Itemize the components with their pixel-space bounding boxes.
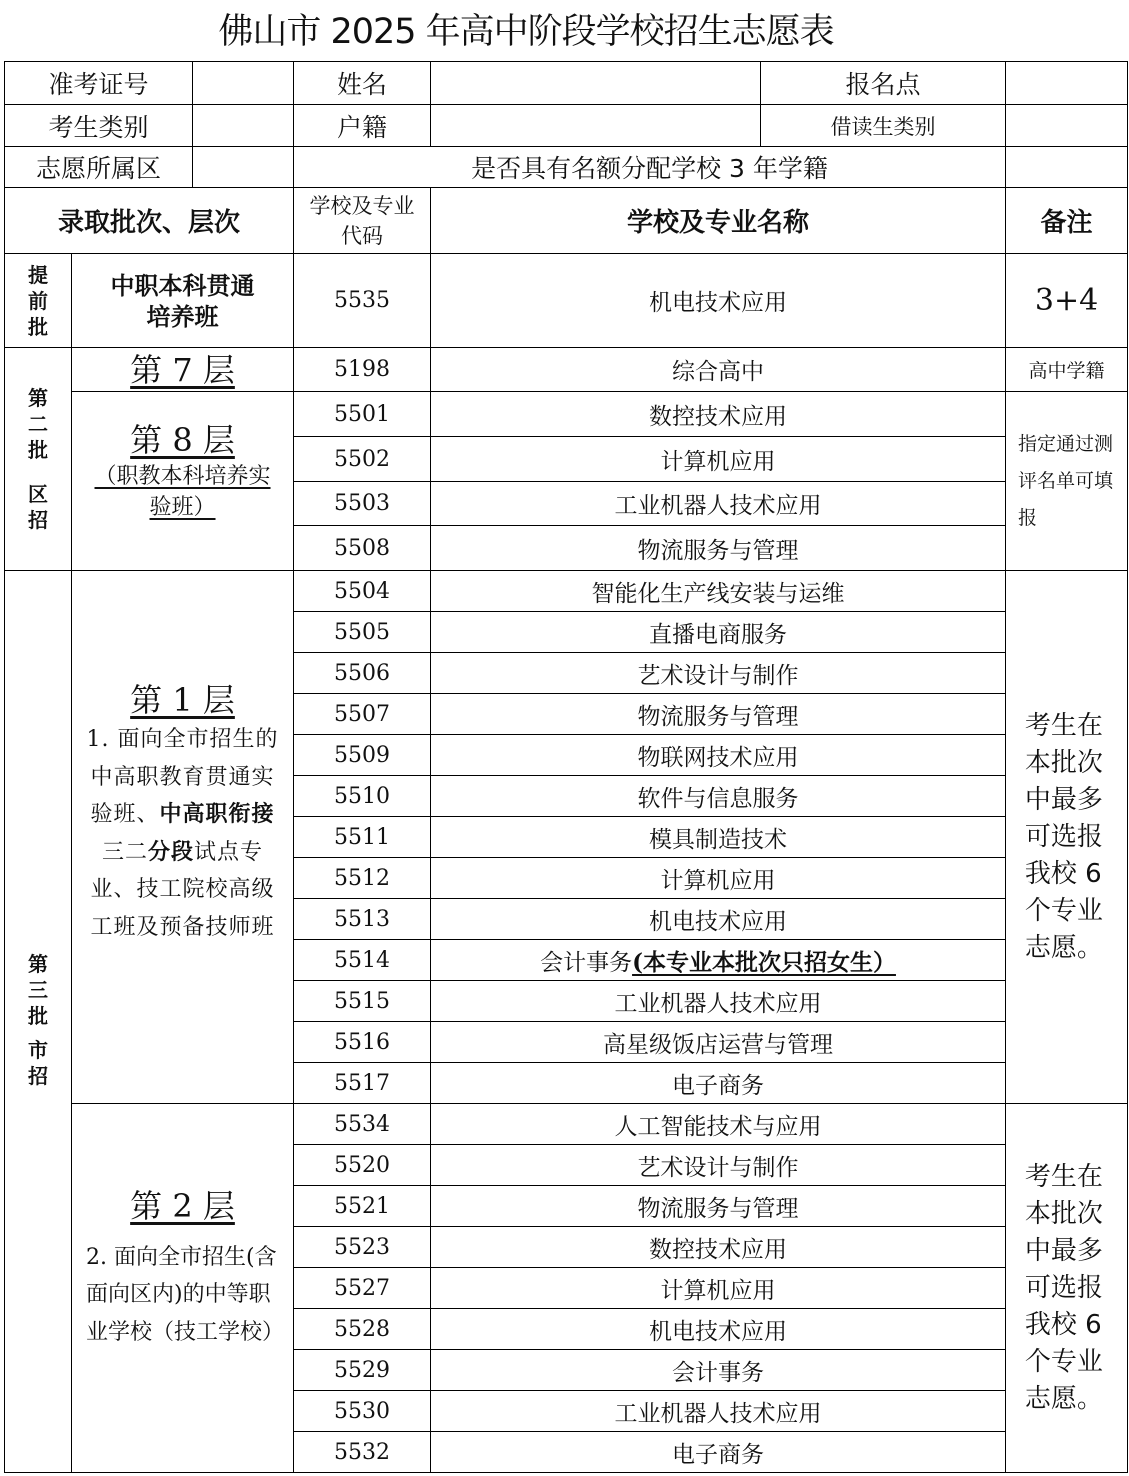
program-code: 5529 (294, 1350, 431, 1391)
layer-7-cell (72, 348, 294, 392)
program-name (431, 940, 1006, 981)
layer-8-cell (72, 392, 294, 571)
advance-batch-level (72, 254, 294, 348)
program-name: 工业机器人技术应用 (431, 1391, 1006, 1432)
advance-batch-level-text: 中职本科贯通培养班 (110, 270, 255, 331)
table-row (5, 392, 1128, 437)
registration-point-label: 报名点 (761, 62, 1006, 105)
program-code: 5515 (294, 981, 431, 1022)
program-code: 5532 (294, 1432, 431, 1473)
header-code: 学校及专业代码 (294, 188, 431, 254)
third-batch-label-top: 第三批 (28, 952, 48, 1028)
program-code: 5516 (294, 1022, 431, 1063)
header-batch-level: 录取批次、层次 (5, 188, 294, 254)
layer-1-note-text: 考生在本批次中最多可选报我校 6 个专业志愿。 (1024, 710, 1103, 963)
program-code: 5501 (294, 392, 431, 437)
layer-2-note (1006, 1104, 1128, 1473)
layer-1-desc-bold: 分段 (148, 838, 195, 865)
student-category-field[interactable] (193, 105, 294, 147)
program-name: 综合高中 (431, 348, 1006, 392)
program-name: 机电技术应用 (431, 899, 1006, 940)
second-batch-label (5, 348, 72, 571)
layer-8-note-text: 指定通过测评名单可填报 (1018, 432, 1114, 529)
table-row (5, 254, 1128, 348)
layer-1-description (72, 721, 293, 946)
layer-2-title: 第 2 层 (130, 1186, 235, 1225)
advance-batch-label (5, 254, 72, 348)
third-batch-label (5, 571, 72, 1473)
program-code: 5503 (294, 482, 431, 526)
program-name: 艺术设计与制作 (431, 1145, 1006, 1186)
program-code: 5521 (294, 1186, 431, 1227)
layer-2-note-text: 考生在本批次中最多可选报我校 6 个专业志愿。 (1024, 1161, 1103, 1414)
program-name: 数控技术应用 (431, 1227, 1006, 1268)
program-name: 物流服务与管理 (431, 1186, 1006, 1227)
program-code: 5523 (294, 1227, 431, 1268)
program-code: 5510 (294, 776, 431, 817)
student-category-label: 考生类别 (5, 105, 193, 147)
program-code: 5504 (294, 571, 431, 612)
program-name: 物联网技术应用 (431, 735, 1006, 776)
layer-1-desc-bold: 中高职衔接 (159, 801, 275, 827)
layer-1-title: 第 1 层 (130, 681, 235, 719)
program-name: 物流服务与管理 (431, 694, 1006, 735)
third-batch-label-bottom: 市招 (28, 1038, 48, 1088)
program-name: 计算机应用 (431, 437, 1006, 482)
hukou-field[interactable] (431, 105, 761, 147)
program-name: 高星级饭店运营与管理 (431, 1022, 1006, 1063)
application-form-table (4, 61, 1128, 1473)
program-name-text: 会计事务 (540, 949, 633, 976)
program-name: 机电技术应用 (431, 1309, 1006, 1350)
program-code: 5535 (294, 254, 431, 348)
name-label: 姓名 (294, 62, 431, 105)
program-name: 物流服务与管理 (431, 526, 1006, 571)
program-code: 5502 (294, 437, 431, 482)
second-batch-label-top: 第二批 (28, 386, 48, 462)
layer-8-subtitle: （职教本科培养实验班） (94, 464, 271, 520)
layer-8-note (1006, 392, 1128, 571)
district-field[interactable] (193, 147, 294, 188)
form-title: 佛山市 2025 年高中阶段学校招生志愿表 (218, 12, 834, 52)
program-code: 5509 (294, 735, 431, 776)
program-name: 智能化生产线安装与运维 (431, 571, 1006, 612)
hukou-label: 户籍 (294, 105, 431, 147)
program-name: 软件与信息服务 (431, 776, 1006, 817)
advance-batch-label-text: 提前批 (28, 262, 48, 339)
district-label: 志愿所属区 (5, 147, 193, 188)
program-code: 5530 (294, 1391, 431, 1432)
program-name: 艺术设计与制作 (431, 653, 1006, 694)
program-code: 5511 (294, 817, 431, 858)
program-code: 5534 (294, 1104, 431, 1145)
program-code: 5513 (294, 899, 431, 940)
layer-1-desc-part: 三二 (101, 839, 148, 865)
borrowing-student-category-field[interactable] (1006, 105, 1128, 147)
program-name: 数控技术应用 (431, 392, 1006, 437)
quota-allocation-field[interactable] (1006, 147, 1128, 188)
program-name: 机电技术应用 (431, 254, 1006, 348)
table-row (5, 571, 1128, 612)
program-code: 5508 (294, 526, 431, 571)
header-note: 备注 (1006, 188, 1128, 254)
program-code: 5517 (294, 1063, 431, 1104)
second-batch-label-bottom: 区招 (28, 482, 48, 532)
borrowing-student-category-label: 借读生类别 (761, 105, 1006, 147)
exam-id-field[interactable] (193, 62, 294, 105)
program-name: 计算机应用 (431, 1268, 1006, 1309)
layer-7-title: 第 7 层 (130, 350, 235, 389)
layer-1-cell (72, 571, 294, 1104)
table-row (5, 1104, 1128, 1145)
program-name: 会计事务 (431, 1350, 1006, 1391)
program-name: 工业机器人技术应用 (431, 482, 1006, 526)
exam-id-label: 准考证号 (5, 62, 193, 105)
layer-1-desc-part: 1. 面向全市招生的中高职教育贯通实验班、 (86, 727, 279, 827)
layer-1-desc-part: 试点专业、技工院校高级工班及预备技师班 (90, 839, 275, 940)
program-name: 计算机应用 (431, 858, 1006, 899)
layer-8-title: 第 8 层 (130, 421, 235, 459)
layer-2-cell (72, 1104, 294, 1473)
program-code: 5527 (294, 1268, 431, 1309)
program-name: 工业机器人技术应用 (431, 981, 1006, 1022)
header-name: 学校及专业名称 (431, 188, 1006, 254)
program-name: 模具制造技术 (431, 817, 1006, 858)
program-name: 电子商务 (431, 1432, 1006, 1473)
program-code: 5520 (294, 1145, 431, 1186)
layer-1-note (1006, 571, 1128, 1104)
table-row (5, 348, 1128, 392)
name-field[interactable] (431, 62, 761, 105)
program-code: 5514 (294, 940, 431, 981)
program-code: 5505 (294, 612, 431, 653)
advance-batch-note: 3+4 (1006, 254, 1128, 348)
registration-point-field[interactable] (1006, 62, 1128, 105)
program-code: 5512 (294, 858, 431, 899)
program-name-restriction: (本专业本批次只招女生） (632, 948, 896, 976)
quota-allocation-label: 是否具有名额分配学校 3 年学籍 (294, 147, 1006, 188)
program-name: 电子商务 (431, 1063, 1006, 1104)
program-name: 人工智能技术与应用 (431, 1104, 1006, 1145)
program-code: 5198 (294, 348, 431, 392)
program-name: 直播电商服务 (431, 612, 1006, 653)
program-code: 5507 (294, 694, 431, 735)
layer-2-description: 2. 面向全市招生(含面向区内)的中等职业学校（技工学校） (86, 1244, 285, 1345)
program-code: 5506 (294, 653, 431, 694)
program-code: 5528 (294, 1309, 431, 1350)
layer-7-note: 高中学籍 (1006, 348, 1128, 392)
